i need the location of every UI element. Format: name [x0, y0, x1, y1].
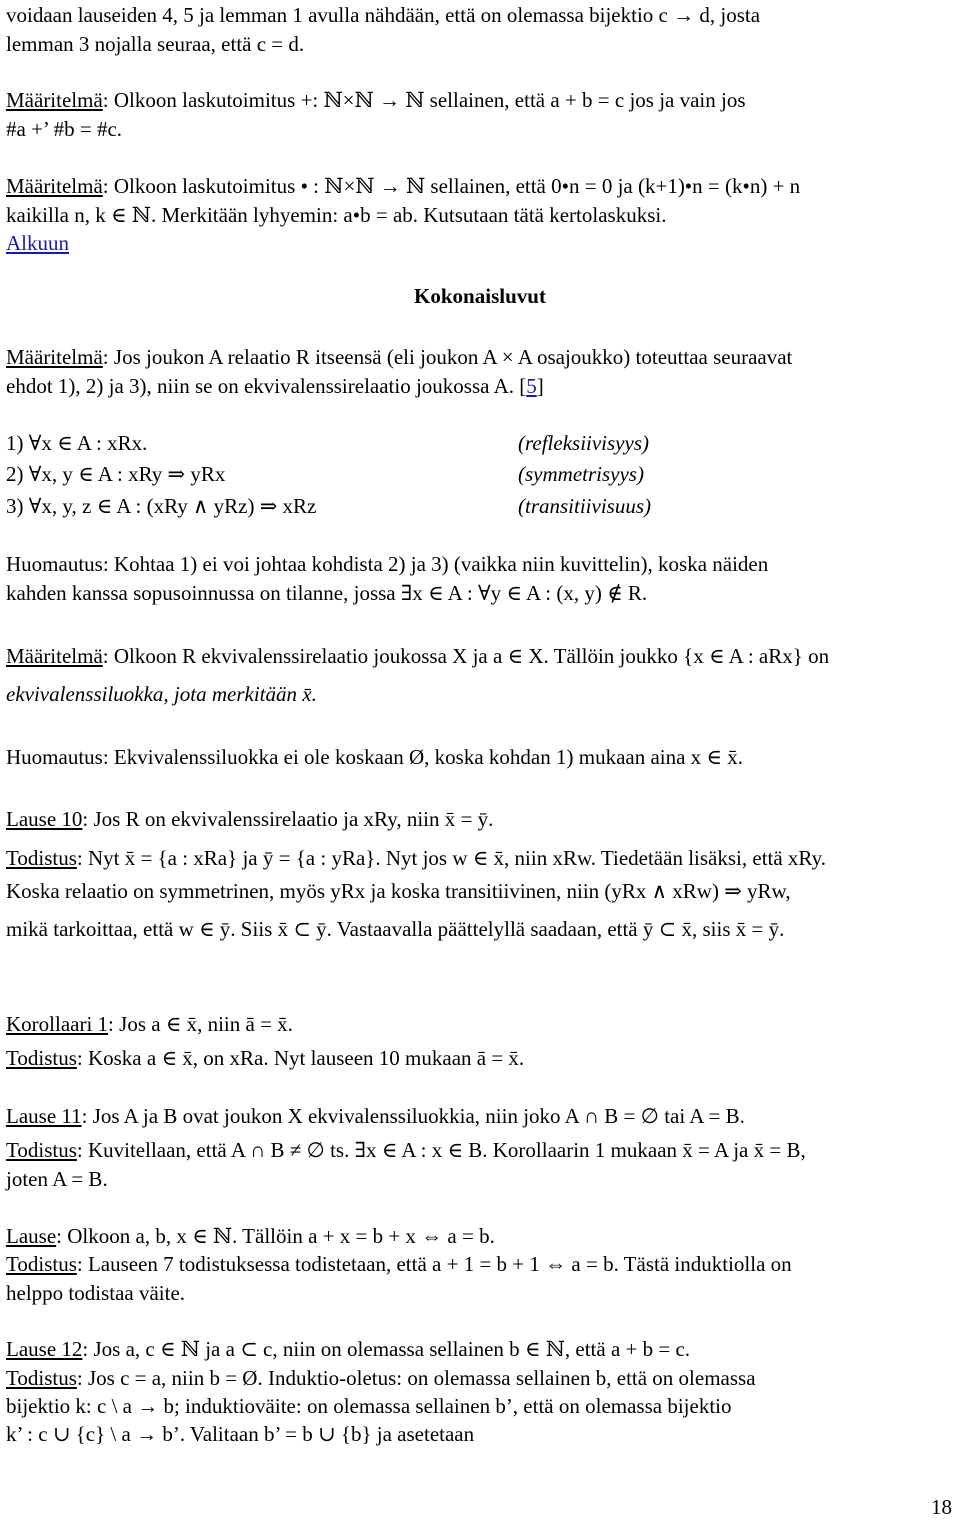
proof-label: Todistus: [6, 1046, 77, 1070]
theorem-label: Lause 10: [6, 807, 83, 831]
definition-line: Määritelmä: Olkoon laskutoimitus +: ℕ×ℕ → ℕ sellainen, että a + b = c jos ja vain jos: [6, 88, 746, 112]
text-line: helppo todistaa väite.: [6, 1281, 186, 1305]
theorem-line: Lause 12: Jos a, c ∈ ℕ ja a ⊂ c, niin on olemassa sellainen b ∈ ℕ, että a + b = c.: [6, 1337, 691, 1361]
text-line: kahden kanssa sopusoinnussa on tilanne, jossa ∃x ∈ A : ∀y ∈ A : (x, y) ∉ R.: [6, 581, 648, 605]
text-line: lemman 3 nojalla seuraa, että c = d.: [6, 32, 305, 56]
corollary-line: Korollaari 1: Jos a ∈ x̄, niin ā = x̄.: [6, 1012, 293, 1036]
definition-label: Määritelmä: [6, 644, 103, 668]
proof-label: Todistus: [6, 846, 77, 870]
property-3: 3) ∀x, y, z ∈ A : (xRy ∧ yRz) ⇒ xRz: [6, 494, 317, 518]
definition-line: Määritelmä: Olkoon R ekvivalenssirelaatio joukossa X ja a ∈ X. Tällöin joukko {x ∈ A : aRx} on: [6, 644, 830, 668]
property-2: 2) ∀x, y ∈ A : xRy ⇒ yRx: [6, 462, 226, 486]
proof-line: Todistus: Kuvitellaan, että A ∩ B ≠ ∅ ts. ∃x ∈ A : x ∈ B. Korollaarin 1 mukaan x̄ = A ja x̄ = B,: [6, 1138, 806, 1162]
definition-label: Määritelmä: [6, 88, 103, 112]
theorem-line: Lause 11: Jos A ja B ovat joukon X ekvivalenssiluokkia, niin joko A ∩ B = ∅ tai A = B.: [6, 1104, 745, 1128]
text-line: bijektio k: c \ a → b; induktioväite: on olemassa sellainen b’, että on olemassa bijektio: [6, 1394, 732, 1418]
theorem-line: Lause 10: Jos R on ekvivalenssirelaatio ja xRy, niin x̄ = ȳ.: [6, 807, 494, 831]
theorem-label: Lause 11: [6, 1104, 82, 1128]
reference-link[interactable]: 5: [526, 374, 537, 398]
property-name: (refleksiivisyys): [518, 431, 649, 455]
text-line: voidaan lauseiden 4, 5 ja lemman 1 avulla nähdään, että on olemassa bijektio c → d, josta: [6, 3, 761, 27]
theorem-line: Lause: Olkoon a, b, x ∈ ℕ. Tällöin a + x = b + x ⇔ a = b.: [6, 1224, 495, 1248]
theorem-label: Lause: [6, 1224, 57, 1248]
definition-label: Määritelmä: [6, 174, 103, 198]
theorem-label: Lause 12: [6, 1337, 83, 1361]
proof-label: Todistus: [6, 1138, 77, 1162]
definition-line: Määritelmä: Jos joukon A relaatio R itseensä (eli joukon A × A osajoukko) toteuttaa seuraavat: [6, 345, 793, 369]
text-line: Huomautus: Kohtaa 1) ei voi johtaa kohdista 2) ja 3) (vaikka niin kuvittelin), koska näiden: [6, 552, 769, 576]
definition-label: Määritelmä: [6, 345, 103, 369]
page-number: 18: [931, 1495, 952, 1519]
text-line: #a +’ #b = #c.: [6, 117, 123, 141]
definition-line: Määritelmä: Olkoon laskutoimitus • : ℕ×ℕ → ℕ sellainen, että 0•n = 0 ja (k+1)•n = (k•n) + n: [6, 174, 801, 198]
text-line: joten A = B.: [6, 1167, 108, 1191]
proof-line: Todistus: Koska a ∈ x̄, on xRa. Nyt lauseen 10 mukaan ā = x̄.: [6, 1046, 525, 1070]
proof-line: Todistus: Jos c = a, niin b = Ø. Induktio-oletus: on olemassa sellainen b, että on olemassa: [6, 1366, 756, 1390]
property-name: (transitiivisuus): [518, 494, 652, 518]
back-to-top-link[interactable]: Alkuun: [6, 231, 69, 255]
text-line: ekvivalenssiluokka, jota merkitään x̄.: [6, 682, 317, 706]
proof-line: Todistus: Lauseen 7 todistuksessa todistetaan, että a + 1 = b + 1 ⇔ a = b. Tästä induktiolla on: [6, 1252, 792, 1276]
section-heading: Kokonaisluvut: [414, 284, 546, 308]
text-line: Koska relaatio on symmetrinen, myös yRx ja koska transitiivinen, niin (yRx ∧ xRw) ⇒ yRw,: [6, 879, 791, 903]
property-name: (symmetrisyys): [518, 462, 644, 486]
property-1: 1) ∀x ∈ A : xRx.: [6, 431, 148, 455]
text-line: ehdot 1), 2) ja 3), niin se on ekvivalenssirelaatio joukossa A. [5]: [6, 374, 544, 398]
text-line: Huomautus: Ekvivalenssiluokka ei ole koskaan Ø, koska kohdan 1) mukaan aina x ∈ x̄.: [6, 745, 743, 769]
proof-label: Todistus: [6, 1252, 77, 1276]
proof-label: Todistus: [6, 1366, 77, 1390]
text-line: k’ : c ∪ {c} \ a → b’. Valitaan b’ = b ∪ {b} ja asetetaan: [6, 1422, 475, 1446]
text-line: kaikilla n, k ∈ ℕ. Merkitään lyhyemin: a•b = ab. Kutsutaan tätä kertolaskuksi.: [6, 203, 667, 227]
proof-line: Todistus: Nyt x̄ = {a : xRa} ja ȳ = {a : yRa}. Nyt jos w ∈ x̄, niin xRw. Tiedetään lisäksi, että xRy.: [6, 846, 826, 870]
corollary-label: Korollaari 1: [6, 1012, 109, 1036]
text-line: mikä tarkoittaa, että w ∈ ȳ. Siis x̄ ⊂ ȳ. Vastaavalla päättelyllä saadaan, että ȳ ⊂ x̄, siis x̄ = ȳ.: [6, 917, 785, 941]
